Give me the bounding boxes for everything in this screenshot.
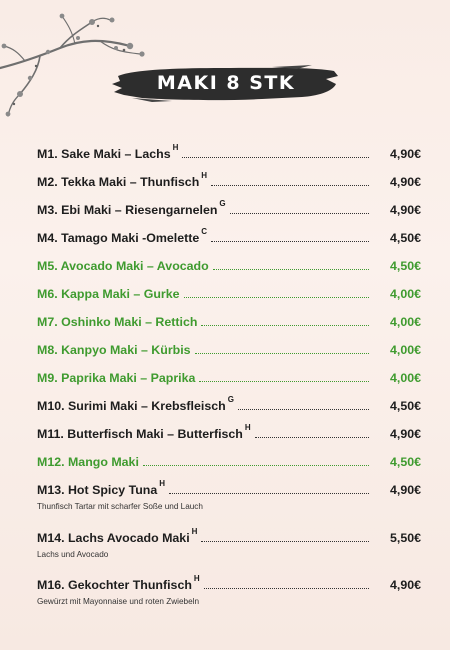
menu-item-price: 4,00€ xyxy=(389,343,421,357)
menu-item xyxy=(37,336,421,358)
allergen-code: H xyxy=(201,170,208,180)
menu-item-price: 4,50€ xyxy=(389,231,421,245)
dot-leader xyxy=(238,408,369,410)
allergen-code: G xyxy=(219,198,226,208)
dot-leader xyxy=(211,240,369,242)
menu-item-price: 4,90€ xyxy=(389,427,421,441)
dot-leader xyxy=(182,156,369,158)
menu-item-price: 4,50€ xyxy=(389,455,421,469)
dot-leader xyxy=(204,587,369,589)
allergen-code: H xyxy=(193,573,200,583)
menu-item xyxy=(37,448,421,470)
menu-item xyxy=(37,224,421,246)
menu-item-name: M3. Ebi Maki – Riesengarnelen $^G$ xyxy=(37,198,226,217)
menu-item-price: 4,90€ xyxy=(389,175,421,189)
dot-leader xyxy=(184,296,369,298)
menu-section-title: MAKI 8 STK xyxy=(156,72,296,94)
menu-item xyxy=(37,168,421,190)
menu-item-name: M1. Sake Maki – Lachs $^H$ xyxy=(37,142,179,161)
menu-item-name: M7. Oshinko Maki – Rettich xyxy=(37,315,198,329)
menu-item xyxy=(37,524,421,560)
dot-leader xyxy=(211,184,369,186)
menu-item-name: M8. Kanpyo Maki – Kürbis xyxy=(37,343,191,357)
menu-item-name: M4. Tamago Maki -Omelette $^C$ xyxy=(37,226,208,245)
menu-item-name: M5. Avocado Maki – Avocado xyxy=(37,259,209,273)
dot-leader xyxy=(199,380,369,382)
dot-leader xyxy=(230,212,369,214)
menu-item-price: 4,00€ xyxy=(389,287,421,301)
menu-item xyxy=(37,252,421,274)
menu-item xyxy=(37,364,421,386)
menu-item xyxy=(37,571,421,607)
menu-item xyxy=(37,196,421,218)
allergen-code: H xyxy=(191,526,198,536)
menu-item xyxy=(37,476,421,512)
allergen-code: H xyxy=(159,478,166,488)
menu-item xyxy=(37,140,421,162)
dot-leader xyxy=(195,352,369,354)
menu-item-price: 4,90€ xyxy=(389,203,421,217)
menu-item-name: M11. Butterfisch Maki – Butterfisch $^H$ xyxy=(37,422,251,441)
dot-leader xyxy=(201,324,369,326)
menu-item-name: M6. Kappa Maki – Gurke xyxy=(37,287,180,301)
dot-leader xyxy=(201,540,369,542)
menu-item-price: 4,50€ xyxy=(389,399,421,413)
menu-item-name: M16. Gekochter Thunfisch $^H$ xyxy=(37,573,200,592)
dot-leader xyxy=(143,464,369,466)
menu-item xyxy=(37,280,421,302)
menu-item xyxy=(37,420,421,442)
menu-item-price: 4,00€ xyxy=(389,371,421,385)
menu-item-name: M13. Hot Spicy Tuna $^H$ xyxy=(37,478,166,497)
menu-item-name: M10. Surimi Maki – Krebsfleisch $^G$ xyxy=(37,394,234,413)
menu-item-name: M9. Paprika Maki – Paprika xyxy=(37,371,196,385)
menu-item-price: 4,00€ xyxy=(389,315,421,329)
menu-item-description: Gewürzt mit Mayonnaise und roten Zwiebeln xyxy=(37,597,200,606)
dot-leader xyxy=(255,436,369,438)
menu-item-price: 4,90€ xyxy=(389,147,421,161)
allergen-code: G xyxy=(227,394,234,404)
menu-item-description: Thunfisch Tartar mit scharfer Soße und Lauch xyxy=(37,502,203,511)
menu-item xyxy=(37,392,421,414)
menu-item-price: 4,90€ xyxy=(389,578,421,592)
menu-item-description: Lachs und Avocado xyxy=(37,550,109,559)
menu-item-price: 4,90€ xyxy=(389,483,421,497)
menu-item-price: 5,50€ xyxy=(389,531,421,545)
allergen-code: C xyxy=(201,226,208,236)
menu-item xyxy=(37,308,421,330)
menu-item-price: 4,50€ xyxy=(389,259,421,273)
allergen-code: H xyxy=(244,422,251,432)
menu-item-name: M12. Mango Maki xyxy=(37,455,139,469)
dot-leader xyxy=(213,268,369,270)
menu-item-name: M2. Tekka Maki – Thunfisch $^H$ xyxy=(37,170,208,189)
menu-item-name: M14. Lachs Avocado Maki $^H$ xyxy=(37,526,198,545)
dot-leader xyxy=(169,492,369,494)
allergen-code: H xyxy=(172,142,179,152)
